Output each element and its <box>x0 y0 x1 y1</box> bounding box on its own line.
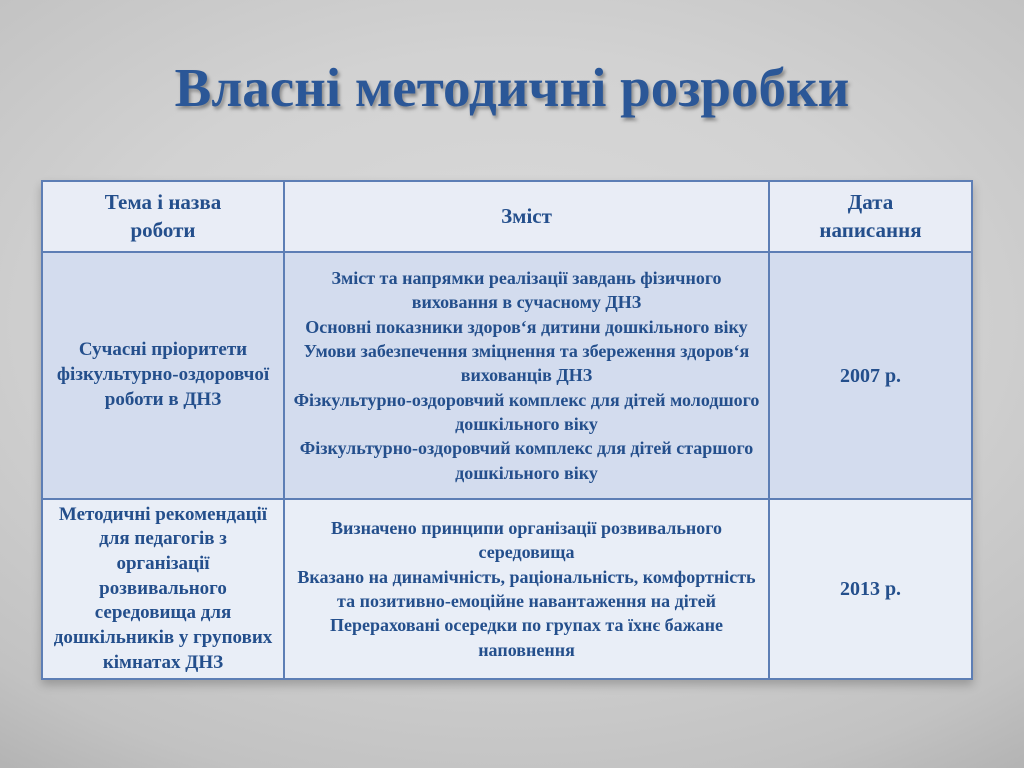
content-line: Перераховані осередки по групах та їхнє бажане наповнення <box>329 615 724 660</box>
row2-content-cell <box>285 500 770 678</box>
content-line: Умови забезпечення зміцнення та збереження здоров‘я вихованців ДНЗ <box>303 341 750 386</box>
methodical-developments-table <box>41 180 973 680</box>
row1-topic-cell: Сучасні пріоритети фізкультурно-оздоровчої роботи в ДНЗ <box>43 253 285 500</box>
slide-title: Власні методичні розробки <box>174 57 850 118</box>
table-row <box>43 500 971 678</box>
row2-date-cell: 2013 р. <box>770 500 971 678</box>
content-line: Фізкультурно-оздоровчий комплекс для дітей молодшого дошкільного віку <box>293 389 760 434</box>
content-line: Зміст та напрямки реалізації завдань фізичного виховання в сучасному ДНЗ <box>331 268 722 313</box>
content-line: Визначено принципи організації розвивального середовища <box>331 518 722 563</box>
header-topic-label: Тема і назва роботи <box>104 190 222 242</box>
content-line: Вказано на динамічність, раціональність, комфортність та позитивно-емоційне навантаження на дітей <box>297 566 756 611</box>
header-cell-date <box>770 182 971 253</box>
row1-content-cell <box>285 253 770 500</box>
table-header-row <box>43 182 971 253</box>
header-content-label: Зміст <box>501 203 552 228</box>
header-cell-content <box>285 182 770 253</box>
content-line: Основні показники здоров‘я дитини дошкільного віку <box>305 316 748 337</box>
header-cell-topic <box>43 182 285 253</box>
row2-topic-cell: Методичні рекомендації для педагогів з організації розвивального середовища для дошкільників у групових кімнатах ДНЗ <box>43 500 285 678</box>
content-line: Фізкультурно-оздоровчий комплекс для дітей старшого дошкільного віку <box>299 438 754 483</box>
table-row <box>43 253 971 500</box>
row1-date-cell: 2007 р. <box>770 253 971 500</box>
header-date-label: Дата написання <box>819 190 922 242</box>
